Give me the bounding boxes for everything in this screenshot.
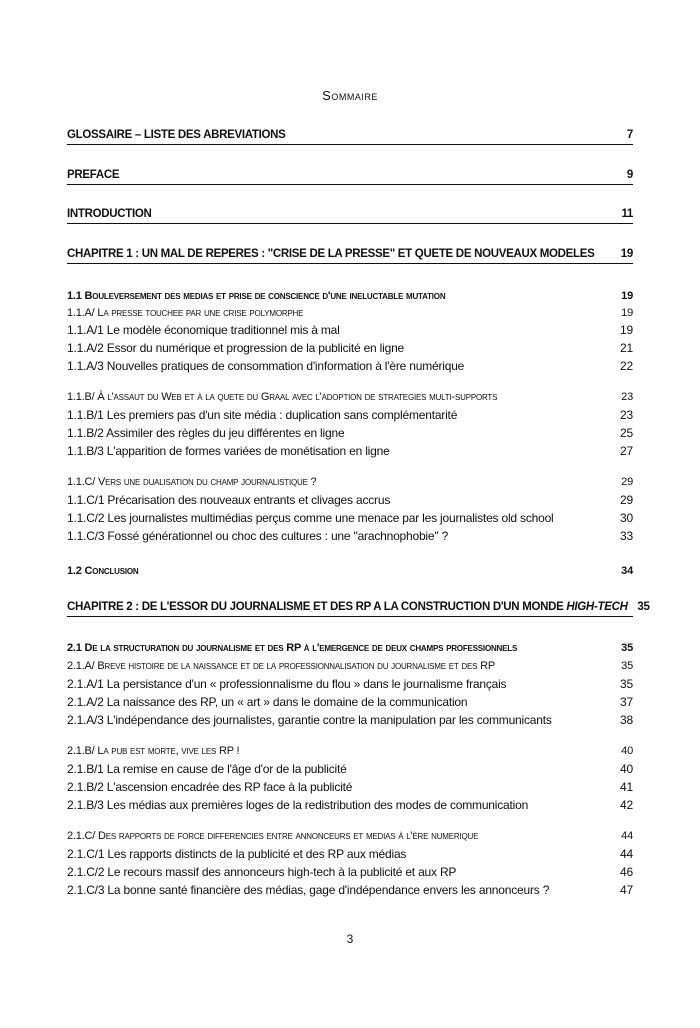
toc-label: 1.1.B/ À l'assaut du Web et à la quete du Graal avec l'adoption de strategies multi-supports [67, 391, 498, 403]
toc-entry-item[interactable] [67, 493, 633, 508]
toc-label: 2.1.B/2 L'ascension encadrée des RP face à la publicité [67, 780, 353, 794]
page-number: 3 [346, 932, 354, 946]
toc-page: 35 [621, 660, 633, 672]
toc-label: 1.1.C/2 Les journalistes multimédias perçus comme une menace par les journalistes old school [67, 511, 554, 525]
toc-label: 2.1.A/2 La naissance des RP, un « art » dans le domaine de la communication [67, 695, 468, 709]
toc-entry-introduction[interactable] [67, 207, 633, 224]
toc-label: INTRODUCTION [67, 208, 152, 220]
toc-label: 1.1 Bouleversement des medias et prise de conscience d'une ineluctable mutation [67, 290, 446, 302]
toc-page: 44 [620, 847, 633, 861]
toc-label: CHAPITRE 2 : DE L'ESSOR DU JOURNALISME ET DES RP A LA CONSTRUCTION D'UN MONDE [67, 601, 567, 613]
toc-label: 1.1.B/2 Assimiler des règles du jeu différentes en ligne [67, 426, 345, 440]
toc-page: 46 [620, 865, 633, 879]
toc-page: 21 [620, 341, 633, 355]
toc-label: 1.2 Conclusion [67, 565, 139, 577]
toc-label: 2.1.B/1 La remise en cause de l'âge d'or de la publicité [67, 762, 347, 776]
toc-entry-section[interactable] [67, 564, 633, 579]
toc-entry-item[interactable] [67, 762, 633, 777]
toc-entry-item[interactable] [67, 529, 633, 544]
toc-page: 9 [626, 169, 633, 181]
toc-entry-item[interactable] [67, 341, 633, 356]
toc-label: 1.1.B/1 Les premiers pas d'un site média : duplication sans complémentarité [67, 408, 458, 422]
toc-entry-chapitre-2[interactable] [67, 600, 650, 617]
toc-page: 42 [620, 798, 633, 812]
toc-entry-subsection[interactable] [67, 390, 633, 405]
toc-entry-subsection[interactable] [67, 744, 633, 759]
title-text: Sommaire [322, 88, 378, 103]
toc-page: 35 [621, 642, 633, 654]
toc-page: 19 [621, 307, 633, 319]
toc-page: 19 [620, 323, 633, 337]
toc-page: 22 [620, 359, 633, 373]
toc-label: 1.1.C/ Vers une dualisation du champ journalistique ? [67, 476, 317, 488]
toc-entry-item[interactable] [67, 444, 633, 459]
toc-entry-chapitre-1[interactable] [67, 247, 633, 264]
toc-entry-item[interactable] [67, 359, 633, 374]
toc-label: 2.1.C/3 La bonne santé financière des médias, gage d'indépendance envers les annonceurs ? [67, 883, 550, 897]
toc-label: 1.1.C/3 Fossé générationnel ou choc des cultures : une "arachnophobie" ? [67, 529, 449, 543]
toc-entry-subsection[interactable] [67, 829, 633, 844]
toc-page: 35 [637, 601, 650, 613]
toc-label: 2.1.C/2 Le recours massif des annonceurs high-tech à la publicité et aux RP [67, 865, 457, 879]
toc-page: 7 [626, 129, 633, 141]
toc-page: 35 [620, 677, 633, 691]
toc-label: 1.1.A/1 Le modèle économique traditionnel mis à mal [67, 323, 340, 337]
toc-page: 27 [620, 444, 633, 458]
toc-label: 2.1.B/ La pub est morte, vive les RP ! [67, 745, 240, 757]
toc-label: 2.1.B/3 Les médias aux premières loges de la redistribution des modes de communication [67, 798, 529, 812]
toc-page: 40 [621, 745, 633, 757]
toc-page: 23 [621, 391, 633, 403]
toc-label: 1.1.C/1 Précarisation des nouveaux entrants et clivages accrus [67, 493, 391, 507]
toc-page: 23 [620, 408, 633, 422]
toc-entry-subsection[interactable] [67, 475, 633, 490]
toc-page: 44 [621, 830, 633, 842]
page-title [0, 88, 700, 103]
toc-page: 38 [620, 713, 633, 727]
toc-page: 11 [621, 208, 633, 220]
toc-entry-item[interactable] [67, 847, 633, 862]
toc-page: 30 [620, 511, 633, 525]
toc-label: 1.1.A/3 Nouvelles pratiques de consommation d'information à l'ère numérique [67, 359, 465, 373]
toc-page: 19 [620, 248, 633, 260]
toc-page: 40 [620, 762, 633, 776]
toc-label: 2.1.A/3 L'indépendance des journalistes, garantie contre la manipulation par les communicants [67, 713, 552, 727]
toc-label: 2.1.C/ Des rapports de force differencies entre annonceurs et medias à l'ère numerique [67, 830, 479, 842]
toc-page: 47 [620, 883, 633, 897]
toc-page: 37 [620, 695, 633, 709]
toc-label: 2.1.A/ Breve histoire de la naissance et de la professionnalisation du journalisme et des RP [67, 660, 495, 672]
toc-label: 2.1.A/1 La persistance d'un « professionnalisme du flou » dans le journalisme français [67, 677, 507, 691]
toc-entry-item[interactable] [67, 713, 633, 728]
toc-label: 1.1.A/ La presse touchee par une crise polymorphe [67, 307, 304, 319]
toc-entry-section[interactable] [67, 289, 633, 304]
toc-entry-item[interactable] [67, 323, 633, 338]
toc-entry-item[interactable] [67, 695, 633, 710]
toc-label: CHAPITRE 1 : UN MAL DE REPERES : "CRISE DE LA PRESSE" ET QUETE DE NOUVEAUX MODELES [67, 248, 595, 260]
toc-entry-glossaire[interactable] [67, 128, 633, 145]
toc-label: 2.1.C/1 Les rapports distincts de la publicité et des RP aux médias [67, 847, 407, 861]
toc-entry-subsection[interactable] [67, 306, 633, 321]
toc-page: 34 [621, 565, 633, 577]
toc-page: 25 [620, 426, 633, 440]
toc-entry-preface[interactable] [67, 168, 633, 185]
toc-entry-item[interactable] [67, 865, 633, 880]
toc-entry-item[interactable] [67, 883, 633, 898]
toc-label: 1.1.B/3 L'apparition de formes variées de monétisation en ligne [67, 444, 390, 458]
toc-entry-section[interactable] [67, 641, 633, 656]
toc-page: 29 [620, 493, 633, 507]
toc-label: PREFACE [67, 169, 120, 181]
toc-entry-item[interactable] [67, 780, 633, 795]
toc-entry-item[interactable] [67, 408, 633, 423]
toc-label: GLOSSAIRE – LISTE DES ABREVIATIONS [67, 129, 286, 141]
toc-label: 1.1.A/2 Essor du numérique et progression de la publicité en ligne [67, 341, 405, 355]
toc-entry-item[interactable] [67, 511, 633, 526]
toc-entry-item[interactable] [67, 677, 633, 692]
toc-label-emphasis: HIGH-TECH [566, 601, 628, 613]
toc-entry-item[interactable] [67, 426, 633, 441]
toc-entry-subsection[interactable] [67, 659, 633, 674]
toc-label: 2.1 De la structuration du journalisme et des RP à l'emergence de deux champs professionnels [67, 642, 518, 654]
toc-page: 33 [620, 529, 633, 543]
toc-entry-item[interactable] [67, 798, 633, 813]
toc-page: 41 [620, 780, 633, 794]
toc-page: 19 [621, 290, 633, 302]
toc-page: 29 [621, 476, 633, 488]
toc-label-wrapper [67, 600, 628, 615]
